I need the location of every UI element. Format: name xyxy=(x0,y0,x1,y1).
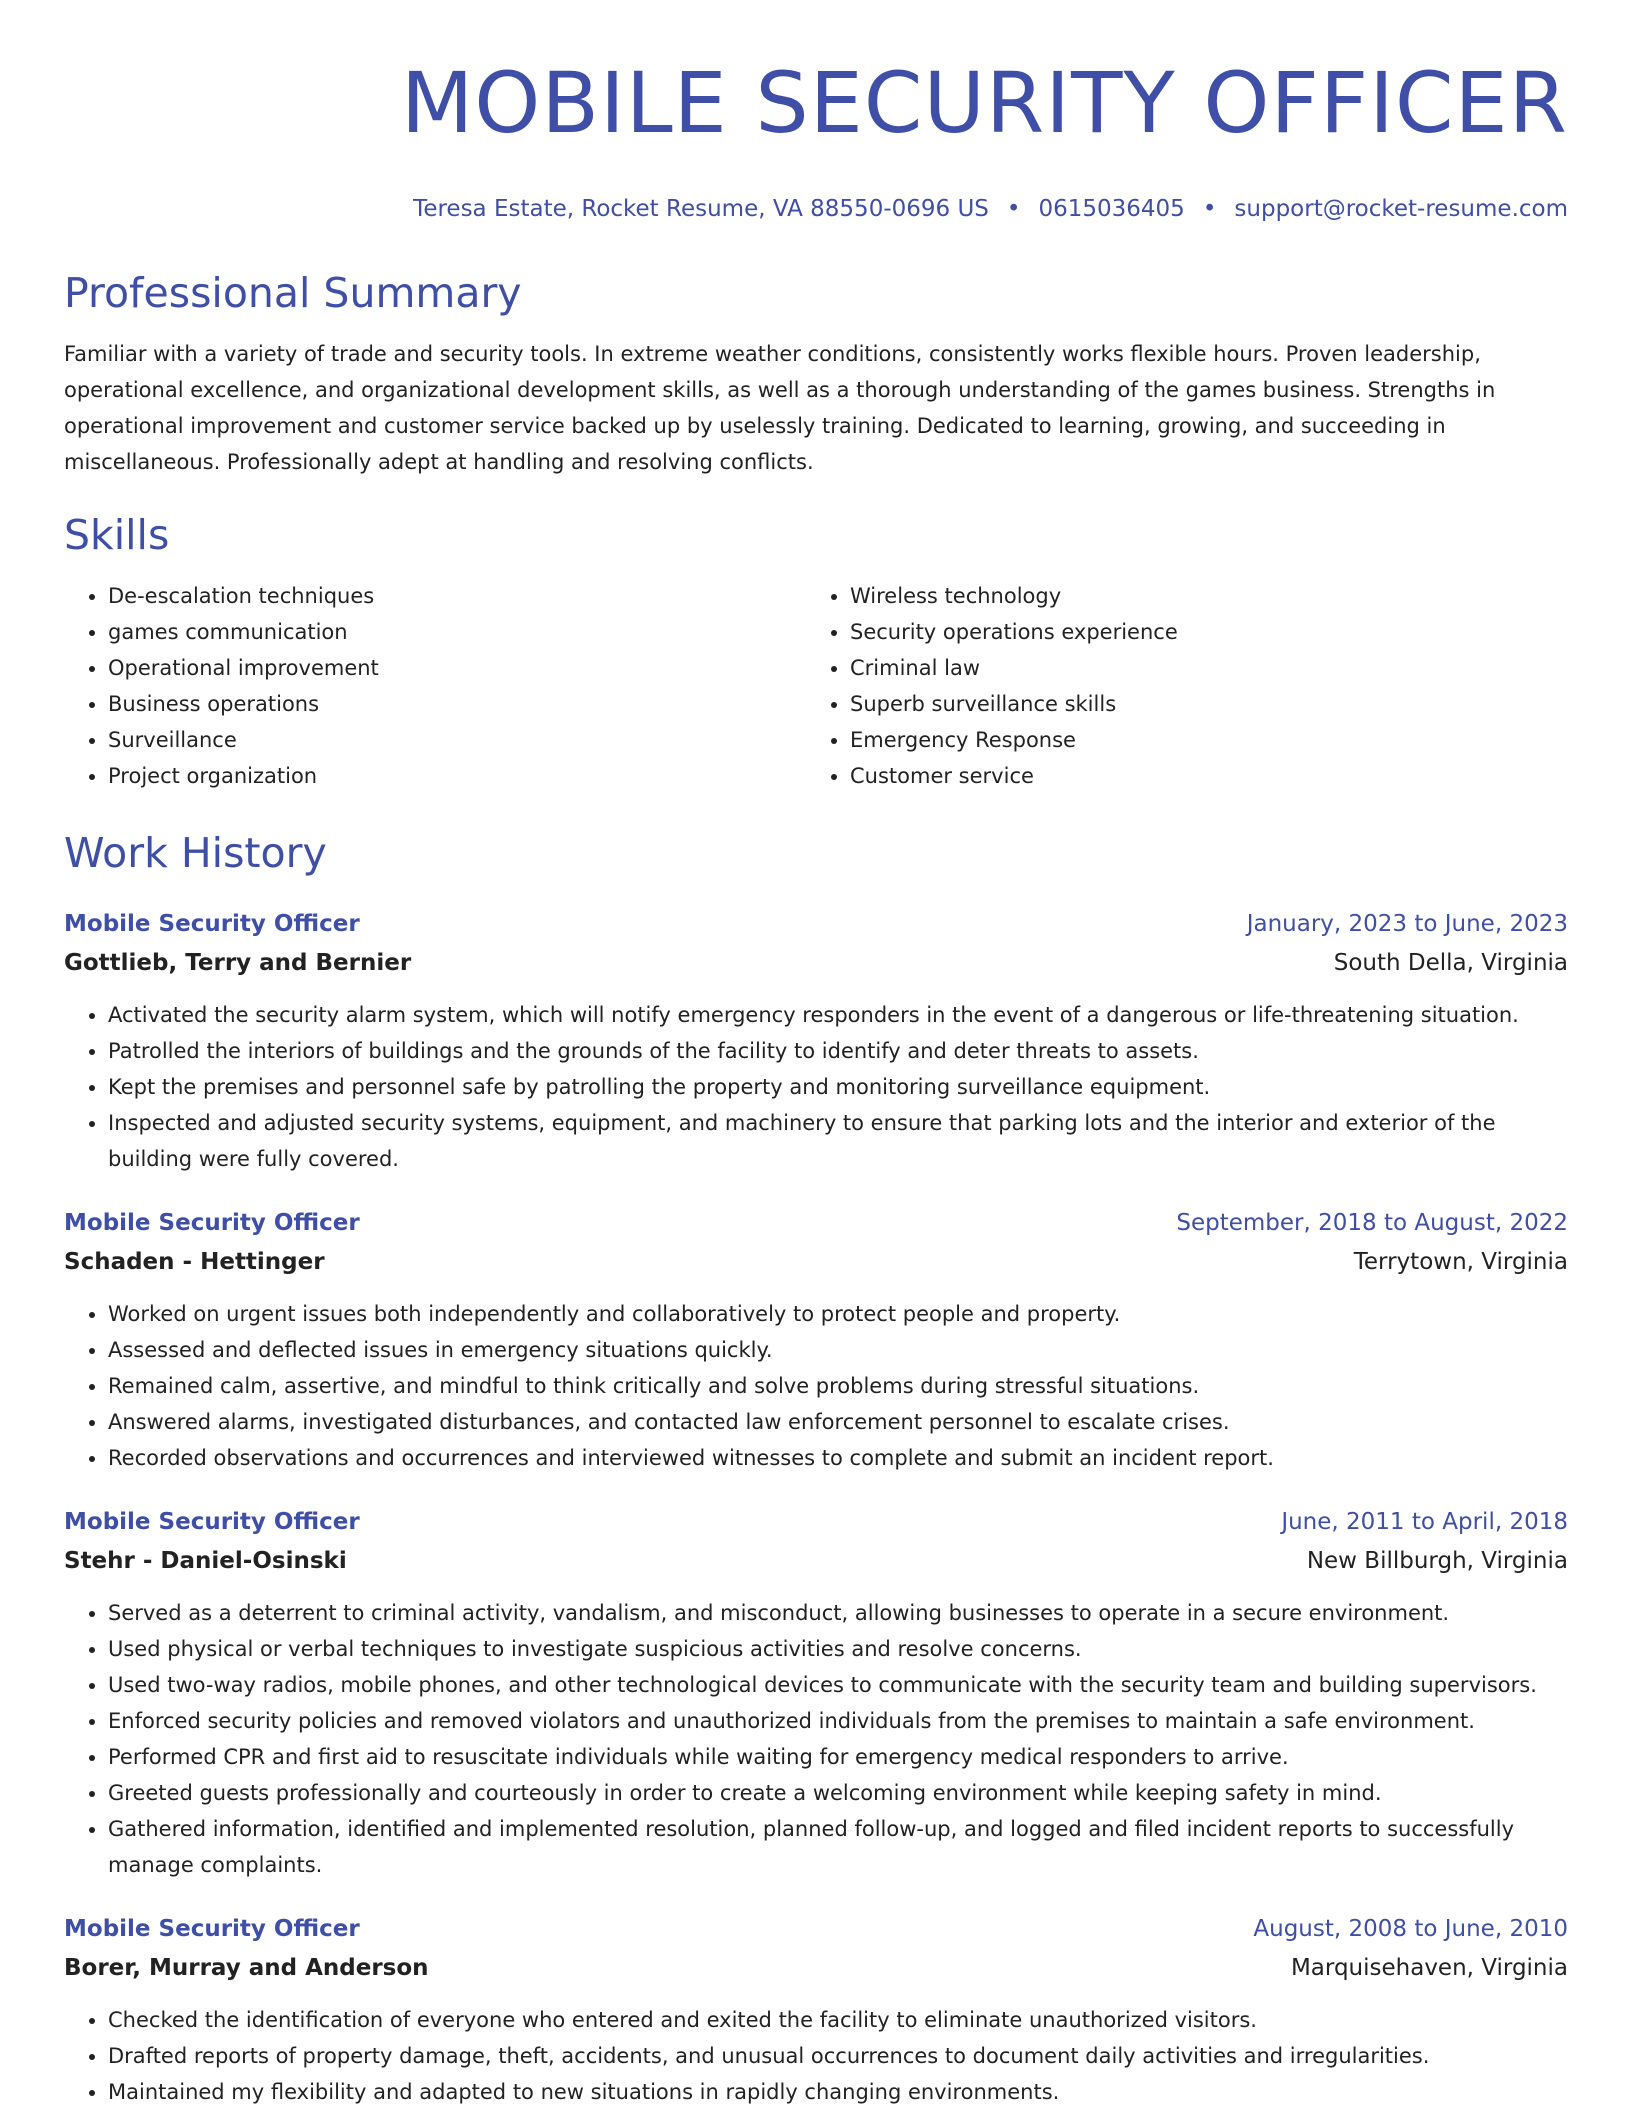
skill-item: • Operational improvement xyxy=(108,650,806,686)
skills-list-right xyxy=(806,578,1548,794)
job-company: Gottlieb, Terry and Bernier xyxy=(64,950,412,976)
skill-item: • Wireless technology xyxy=(850,578,1548,614)
section-title-summary: Professional Summary xyxy=(64,269,522,317)
skills-section xyxy=(64,510,1568,794)
job-company-row xyxy=(64,1950,1568,1986)
job-bullet: • Checked the identification of everyone who entered and exited the facility to eliminate unauthorized visitors. xyxy=(108,2002,1568,2038)
summary-text: Familiar with a variety of trade and security tools. In extreme weather conditions, consistently works flexible hours. Proven leadership, operational excellence, and organizational development skills, as well as a thorough understanding of the games business. Strengths in operational improvement and customer service backed up by uselessly training. Dedicated to learning, growing, and succeeding in miscellaneous. Professionally adept at handling and resolving conflicts. xyxy=(64,342,1496,474)
job-bullet: • Drafted reports of property damage, theft, accidents, and unusual occurrences to document daily activities and irregularities. xyxy=(108,2038,1568,2074)
skill-item: • De-escalation techniques xyxy=(108,578,806,614)
skill-item: • Project organization xyxy=(108,758,806,794)
job-bullet: • Inspected and adjusted security systems, equipment, and machinery to ensure that parking lots and the interior and exterior of the building were fully covered. xyxy=(108,1105,1568,1177)
job-bullet: • Enforced security policies and removed violators and unauthorized individuals from the premises to maintain a safe environment. xyxy=(108,1703,1568,1739)
job-company-row xyxy=(64,1244,1568,1280)
job-title-row xyxy=(64,1911,1568,1947)
job-bullet: • Used physical or verbal techniques to investigate suspicious activities and resolve concerns. xyxy=(108,1631,1568,1667)
job-location: Terrytown, Virginia xyxy=(1353,1249,1568,1275)
job-bullet: • Served as a deterrent to criminal activity, vandalism, and misconduct, allowing businesses to operate in a secure environment. xyxy=(108,1595,1568,1631)
job-bullet: • Greeted guests professionally and courteously in order to create a welcoming environment while keeping safety in mind. xyxy=(108,1775,1568,1811)
job-bullet: • Used two-way radios, mobile phones, and other technological devices to communicate with the security team and building supervisors. xyxy=(108,1667,1568,1703)
address: Teresa Estate, Rocket Resume, VA 88550-0696 US xyxy=(413,196,989,222)
job-bullet: • Performed CPR and first aid to resuscitate individuals while waiting for emergency medical responders to arrive. xyxy=(108,1739,1568,1775)
job-title-row xyxy=(64,906,1568,942)
job-company-row xyxy=(64,945,1568,981)
job-bullet: • Maintained my flexibility and adapted to new situations in rapidly changing environments. xyxy=(108,2074,1568,2110)
job-company: Schaden - Hettinger xyxy=(64,1249,325,1275)
job-dates: January, 2023 to June, 2023 xyxy=(1246,911,1568,937)
separator-dot: • xyxy=(1006,196,1021,222)
skill-item: • Emergency Response xyxy=(850,722,1548,758)
job-entry xyxy=(64,1911,1568,2110)
job-location: Marquisehaven, Virginia xyxy=(1290,1955,1568,1981)
job-bullet: • Patrolled the interiors of buildings and the grounds of the facility to identify and deter threats to assets. xyxy=(108,1033,1568,1069)
phone-number: 0615036405 xyxy=(1038,196,1185,222)
job-company: Borer, Murray and Anderson xyxy=(64,1955,429,1981)
email-address: support@rocket-resume.com xyxy=(1234,196,1568,222)
job-location: New Billburgh, Virginia xyxy=(1306,1548,1568,1574)
job-dates: September, 2018 to August, 2022 xyxy=(1176,1210,1568,1236)
job-entry xyxy=(64,906,1568,1177)
job-bullet: • Kept the premises and personnel safe by patrolling the property and monitoring surveillance equipment. xyxy=(108,1069,1568,1105)
summary-section xyxy=(64,268,1568,480)
job-bullet: • Activated the security alarm system, which will notify emergency responders in the event of a dangerous or life-threatening situation. xyxy=(108,997,1568,1033)
job-entry xyxy=(64,1205,1568,1476)
job-bullet: • Worked on urgent issues both independently and collaboratively to protect people and property. xyxy=(108,1296,1568,1332)
job-company-row xyxy=(64,1543,1568,1579)
work-history-section xyxy=(64,828,1568,2110)
job-bullet: • Assessed and deflected issues in emergency situations quickly. xyxy=(108,1332,1568,1368)
skill-item: • Superb surveillance skills xyxy=(850,686,1548,722)
separator-dot: • xyxy=(1202,196,1217,222)
job-bullet: • Gathered information, identified and implemented resolution, planned follow-up, and logged and filed incident reports to successfully manage complaints. xyxy=(108,1811,1568,1883)
skill-item: • Security operations experience xyxy=(850,614,1548,650)
section-title-skills: Skills xyxy=(64,511,170,559)
skill-item: • Criminal law xyxy=(850,650,1548,686)
job-title: Mobile Security Officer xyxy=(64,911,360,937)
skills-columns xyxy=(64,578,1568,794)
job-bullets xyxy=(64,997,1568,1177)
contact-line xyxy=(64,194,1568,224)
skills-list-left xyxy=(64,578,806,794)
job-location: South Della, Virginia xyxy=(1333,950,1568,976)
section-title-work-history: Work History xyxy=(64,829,327,877)
job-dates: August, 2008 to June, 2010 xyxy=(1253,1916,1568,1942)
candidate-name: MOBILE SECURITY OFFICER xyxy=(400,54,1568,152)
skill-item: • Surveillance xyxy=(108,722,806,758)
job-title: Mobile Security Officer xyxy=(64,1509,360,1535)
job-company: Stehr - Daniel-Osinski xyxy=(64,1548,347,1574)
job-title-row xyxy=(64,1205,1568,1241)
job-bullets xyxy=(64,2002,1568,2110)
job-title: Mobile Security Officer xyxy=(64,1916,360,1942)
job-bullets xyxy=(64,1595,1568,1883)
skill-item: • Customer service xyxy=(850,758,1548,794)
resume-header xyxy=(64,50,1568,224)
job-bullet: • Remained calm, assertive, and mindful to think critically and solve problems during stressful situations. xyxy=(108,1368,1568,1404)
job-bullets xyxy=(64,1296,1568,1476)
job-entry xyxy=(64,1504,1568,1883)
skill-item: • games communication xyxy=(108,614,806,650)
skill-item: • Business operations xyxy=(108,686,806,722)
job-dates: June, 2011 to April, 2018 xyxy=(1281,1509,1568,1535)
job-title: Mobile Security Officer xyxy=(64,1210,360,1236)
job-title-row xyxy=(64,1504,1568,1540)
job-bullet: • Answered alarms, investigated disturbances, and contacted law enforcement personnel to escalate crises. xyxy=(108,1404,1568,1440)
job-bullet: • Recorded observations and occurrences and interviewed witnesses to complete and submit an incident report. xyxy=(108,1440,1568,1476)
